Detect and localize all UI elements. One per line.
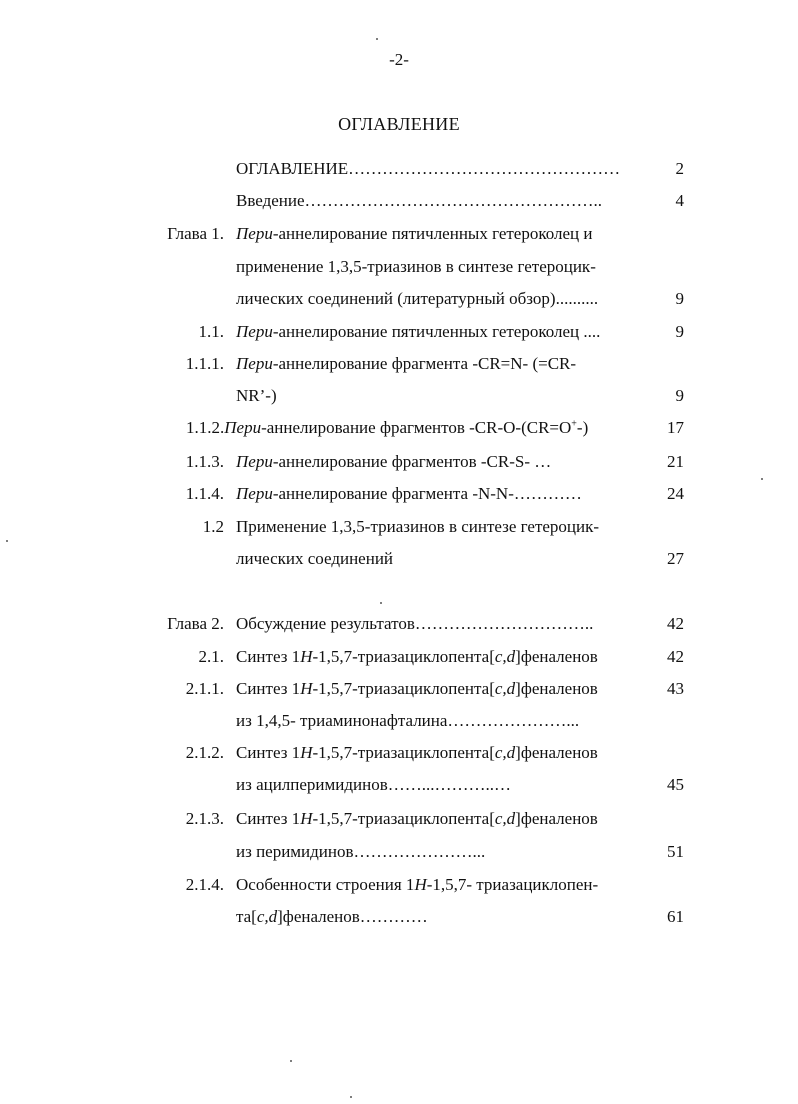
toc-label: Глава 2. <box>167 614 224 633</box>
toc-label: 1.1. <box>198 322 224 341</box>
toc-page: 4 <box>675 191 684 210</box>
toc-title: ОГЛАВЛЕНИЕ <box>338 114 460 134</box>
toc-entry-1-1-2: 1.1.2.Пери-аннелирование фрагментов -CR-O-(CR=O+-) <box>186 418 589 437</box>
toc-entry-1-1: Пери-аннелирование пятичленных гетероколец .... <box>236 322 601 341</box>
scan-speck <box>6 540 8 542</box>
toc-page: 9 <box>675 386 684 405</box>
scan-speck <box>290 1060 292 1062</box>
toc-entry-chapter2: Обсуждение результатов………………………….. <box>236 614 594 633</box>
toc-entry-2-1-1: Синтез 1H-1,5,7-триазациклопента[c,d]феналенов <box>236 679 598 698</box>
toc-label: 1.1.4. <box>185 484 224 503</box>
toc-page: 42 <box>667 614 684 633</box>
toc-label: 2.1.2. <box>185 743 224 762</box>
toc-entry-2-1-4-line2: та[c,d]феналенов………… <box>236 907 428 926</box>
toc-label: Глава 1. <box>167 224 224 243</box>
toc-page: 61 <box>667 907 684 926</box>
toc-label: 2.1.1. <box>185 679 224 698</box>
toc-entry-1-1-4: Пери-аннелирование фрагмента -N-N-………… <box>236 484 582 503</box>
toc-entry-chapter1: Пери-аннелирование пятичленных гетероколец и <box>236 224 593 243</box>
toc-entry-2-1-2: Синтез 1H-1,5,7-триазациклопента[c,d]феналенов <box>236 743 598 762</box>
toc-page: 17 <box>667 418 684 437</box>
toc-page: 42 <box>667 647 684 666</box>
toc-label: 2.1.3. <box>185 809 224 828</box>
toc-label: 2.1. <box>198 647 224 666</box>
toc-entry-2-1: Синтез 1H-1,5,7-триазациклопента[c,d]феналенов <box>236 647 598 666</box>
toc-page: 24 <box>667 484 684 503</box>
toc-page: 21 <box>667 452 684 471</box>
toc-entry-vvedenie: Введение…………………………………………….. <box>236 191 603 210</box>
toc-entry-chapter1-line2: применение 1,3,5-триазинов в синтезе гетероцик- <box>236 257 596 276</box>
toc-label: 1.2 <box>202 517 224 536</box>
scan-speck <box>380 602 382 604</box>
toc-entry-oglavlenie: ОГЛАВЛЕНИЕ………………………………………… <box>236 159 621 178</box>
toc-entry-1-2-line2: лических соединений <box>236 549 394 568</box>
page-number: -2- <box>389 50 409 69</box>
toc-page: 2 <box>675 159 684 178</box>
toc-page: 9 <box>675 289 684 308</box>
toc-page: 51 <box>667 842 684 861</box>
toc-entry-chapter1-line3: лических соединений (литературный обзор).......... <box>236 289 599 308</box>
toc-label: 1.1.1. <box>185 354 224 373</box>
toc-entry-2-1-2-line2: из ацилперимидинов……...………..… <box>236 775 512 794</box>
scan-speck <box>350 1096 352 1098</box>
toc-label: 2.1.4. <box>185 875 224 894</box>
toc-entry-2-1-3-line2: из перимидинов…………………... <box>236 842 486 861</box>
toc-entry-1-1-3: Пери-аннелирование фрагментов -CR-S- … <box>236 452 552 471</box>
toc-entry-2-1-4: Особенности строения 1H-1,5,7- триазациклопен- <box>236 875 599 894</box>
toc-entry-1-1-1: Пери-аннелирование фрагмента -CR=N- (=CR- <box>236 354 577 373</box>
toc-label: 1.1.3. <box>185 452 224 471</box>
toc-entry-1-2: Применение 1,3,5-триазинов в синтезе гетероцик- <box>236 517 600 536</box>
toc-entry-2-1-3: Синтез 1H-1,5,7-триазациклопента[c,d]феналенов <box>236 809 598 828</box>
toc-page: 43 <box>667 679 684 698</box>
toc-page: 45 <box>667 775 684 794</box>
toc-page: 27 <box>667 549 684 568</box>
toc-entry-1-1-1-line2: NR’-) <box>236 386 277 405</box>
toc-page: 9 <box>675 322 684 341</box>
scan-speck <box>376 38 378 40</box>
scan-speck <box>761 478 763 480</box>
toc-entry-2-1-1-line2: из 1,4,5- триаминонафталина…………………... <box>236 711 580 730</box>
